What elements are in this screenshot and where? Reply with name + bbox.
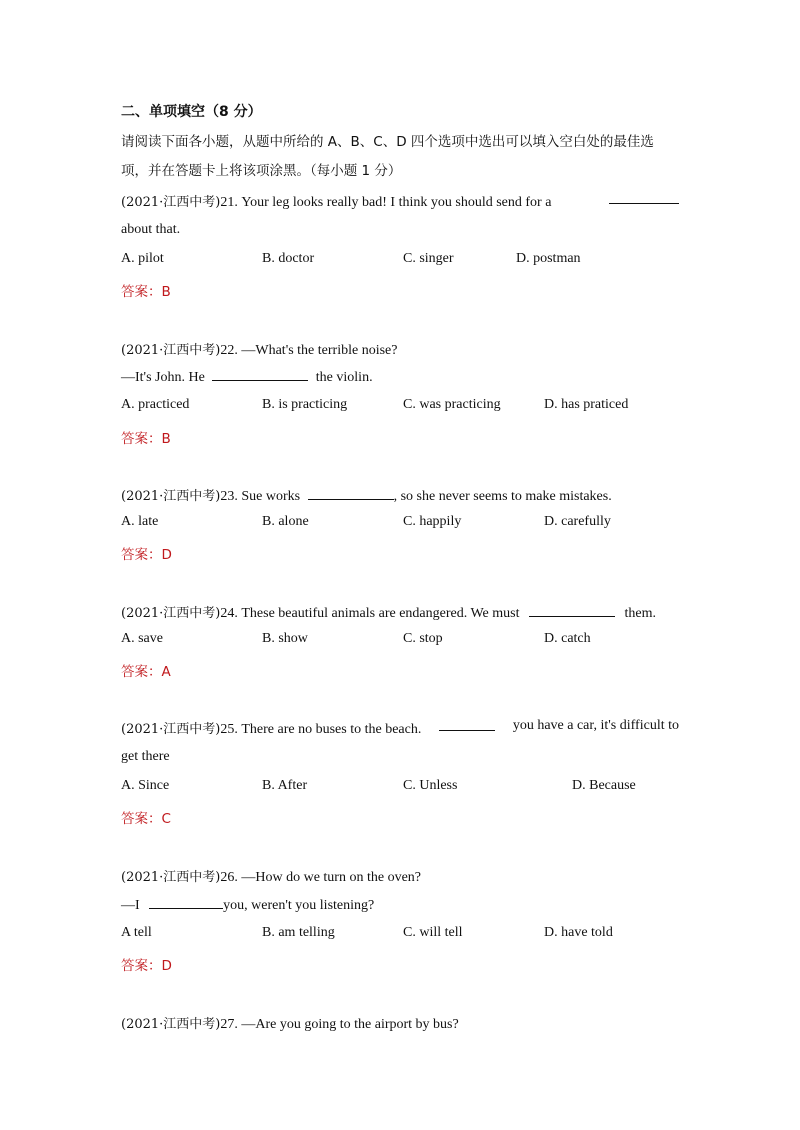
option-a: A tell — [121, 925, 152, 940]
question-source: (2021·江西中考) — [121, 489, 221, 504]
question-source: (2021·江西中考) — [121, 1017, 221, 1032]
answer-label: 答案：A — [121, 664, 171, 680]
question-source: (2021·江西中考) — [121, 722, 221, 737]
question-source: (2021·江西中考) — [121, 870, 221, 885]
option-b: B. am telling — [262, 925, 335, 940]
question-23-stem — [121, 485, 612, 505]
answer-blank — [212, 368, 308, 381]
option-a: A. pilot — [121, 251, 164, 266]
question-25-text-pre: 25. There are no buses to the beach. — [220, 722, 422, 737]
question-source: (2021·江西中考) — [121, 195, 221, 210]
question-26-text: 26. —How do we turn on the oven? — [220, 870, 422, 885]
answer-label: 答案：D — [121, 547, 172, 563]
option-d: D. carefully — [544, 514, 611, 529]
option-c: C. Unless — [403, 778, 458, 793]
question-23-text-post: , so she never seems to make mistakes. — [393, 489, 612, 504]
answer-label: 答案：B — [121, 431, 171, 447]
option-b: B. is practicing — [262, 397, 348, 412]
question-21-text: 21. Your leg looks really bad! I think you should send for a — [220, 195, 552, 210]
answer-label: 答案：C — [121, 811, 171, 827]
option-a: A. Since — [121, 778, 170, 793]
answer-label: 答案：D — [121, 958, 172, 974]
section-title: 二、单项填空（8 分） — [121, 104, 262, 120]
question-22-text-post: the violin. — [315, 370, 373, 385]
question-25-stem-cont: get there — [121, 749, 170, 764]
option-b: B. show — [262, 631, 308, 646]
question-22-stem-cont — [121, 368, 373, 386]
answer-blank — [149, 896, 223, 909]
option-d: D. Because — [572, 778, 636, 793]
option-d: D. postman — [516, 251, 581, 266]
section-intro-line-1: 请阅读下面各小题，从题中所给的 A、B、C、D 四个选项中选出可以填入空白处的最佳选 — [121, 134, 654, 150]
option-c: C. will tell — [403, 925, 463, 940]
question-source: (2021·江西中考) — [121, 606, 221, 621]
answer-blank — [529, 604, 615, 617]
question-26-stem — [121, 866, 421, 886]
question-22-text: 22. —What's the terrible noise? — [220, 343, 398, 358]
answer-blank — [308, 487, 394, 500]
answer-blank — [609, 191, 679, 204]
option-d: D. catch — [544, 631, 591, 646]
answer-label: 答案：B — [121, 284, 171, 300]
question-27-stem — [121, 1013, 459, 1033]
option-d: D. has praticed — [544, 397, 629, 412]
question-25-stem — [121, 718, 679, 738]
question-25-text-post: you have a car, it's difficult to — [512, 718, 679, 733]
option-c: C. stop — [403, 631, 443, 646]
option-c: C. singer — [403, 251, 454, 266]
question-26-text-post: you, weren't you listening? — [223, 898, 375, 913]
question-24-stem — [121, 602, 656, 622]
option-b: B. After — [262, 778, 308, 793]
question-26-text-pre: —I — [121, 898, 140, 913]
option-c: C. was practicing — [403, 397, 501, 412]
option-c: C. happily — [403, 514, 462, 529]
question-source: (2021·江西中考) — [121, 343, 221, 358]
option-a: A. practiced — [121, 397, 190, 412]
option-d: D. have told — [544, 925, 613, 940]
option-a: A. late — [121, 514, 159, 529]
question-21-stem-cont: about that. — [121, 222, 181, 237]
question-22-text-pre: —It's John. He — [121, 370, 205, 385]
option-a: A. save — [121, 631, 163, 646]
question-21-stem — [121, 191, 679, 211]
section-intro-line-2: 项，并在答题卡上将该项涂黑。（每小题 1 分） — [121, 163, 402, 179]
question-27-text: 27. —Are you going to the airport by bus? — [220, 1017, 459, 1032]
answer-blank — [439, 718, 495, 731]
question-24-text-post: them. — [624, 606, 656, 621]
question-26-stem-cont — [121, 896, 374, 914]
option-b: B. doctor — [262, 251, 315, 266]
question-24-text-pre: 24. These beautiful animals are endangered. We must — [220, 606, 520, 621]
option-b: B. alone — [262, 514, 309, 529]
question-23-text-pre: 23. Sue works — [220, 489, 301, 504]
question-22-stem — [121, 339, 397, 359]
